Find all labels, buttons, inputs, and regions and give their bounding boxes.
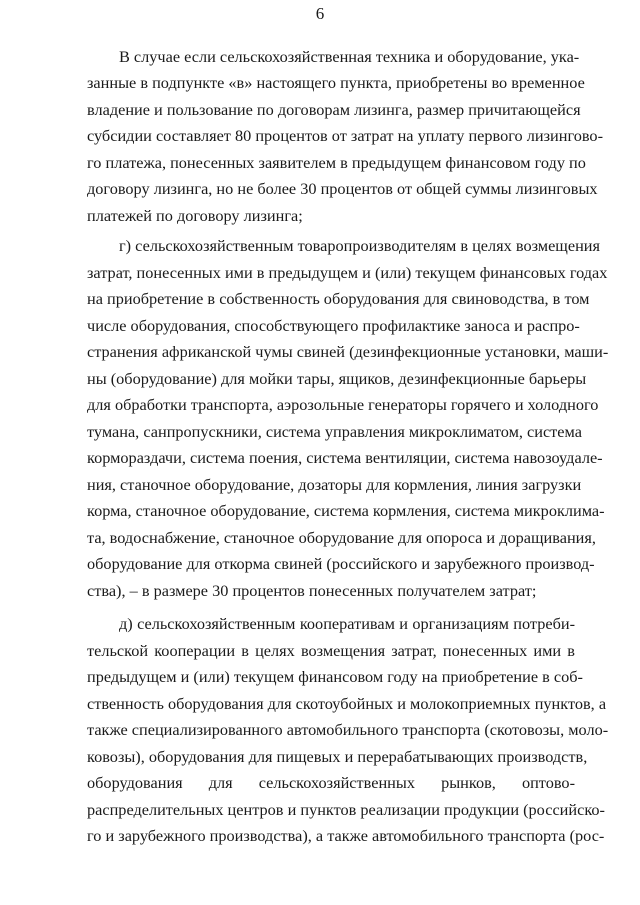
text-line: ковозы), оборудования для пищевых и перерабатывающих производств,: [87, 747, 588, 766]
text-line: ства), – в размере 30 процентов понесенных получателем затрат;: [87, 581, 537, 600]
text-line: В случае если сельскохозяйственная техника и оборудование, ука-: [119, 47, 580, 66]
text-line: для обработки транспорта, аэрозольные генераторы горячего и холодного: [87, 395, 599, 414]
text-line: д) сельскохозяйственным кооперативам и организациям потреби-: [119, 614, 575, 633]
text-line: го платежа, понесенных заявителем в предыдущем финансовом году по: [87, 153, 586, 172]
text-line: платежей по договору лизинга;: [87, 206, 303, 225]
text-line: ственность оборудования для скотоубойных и молокоприемных пунктов, а: [87, 694, 607, 713]
text-line: оборудования для сельскохозяйственных рынков, оптово-: [87, 773, 575, 792]
text-line: субсидии составляет 80 процентов от затрат на уплату первого лизингово-: [87, 126, 603, 145]
text-line: корма, станочное оборудование, система кормления, система микроклима-: [87, 501, 605, 520]
text-line: го и зарубежного производства), а также автомобильного транспорта (рос-: [87, 826, 605, 845]
text-line: ния, станочное оборудование, дозаторы для кормления, линия загрузки: [87, 475, 582, 494]
text-line: тумана, санпропускники, система управления микроклиматом, система: [87, 422, 582, 441]
text-line: договору лизинга, но не более 30 процентов от общей суммы лизинговых: [87, 179, 598, 198]
text-line: затрат, понесенных ими в предыдущем и (или) текущем финансовых годах: [87, 263, 608, 282]
text-line: ны (оборудование) для мойки тары, ящиков, дезинфекционные барьеры: [87, 369, 587, 388]
text-line: оборудование для откорма свиней (российского и зарубежного производ-: [87, 554, 595, 573]
text-line: занные в подпункте «в» настоящего пункта, приобретены во временное: [87, 73, 585, 92]
text-line: также специализированного автомобильного транспорта (скотовозы, моло-: [87, 720, 609, 739]
text-line: числе оборудования, способствующего профилактике заноса и распро-: [87, 316, 580, 335]
text-line: странения африканской чумы свиней (дезинфекционные установки, маши-: [87, 342, 609, 361]
page-number: 6: [315, 4, 325, 23]
text-line: та, водоснабжение, станочное оборудование для опороса и доращивания,: [87, 528, 596, 547]
text-line: владение и пользование по договорам лизинга, размер причитающейся: [87, 100, 581, 119]
text-line: кормораздачи, система поения, система вентиляции, система навозоудале-: [87, 448, 603, 467]
text-line: г) сельскохозяйственным товаропроизводителям в целях возмещения: [119, 236, 600, 255]
text-line: распределительных центров и пунктов реализации продукции (российско-: [87, 800, 605, 819]
text-line: тельской кооперации в целях возмещения затрат, понесенных ими в: [87, 641, 575, 660]
text-line: на приобретение в собственность оборудования для свиноводства, в том: [87, 289, 590, 308]
text-line: предыдущем и (или) текущем финансовом году на приобретение в соб-: [87, 667, 583, 686]
